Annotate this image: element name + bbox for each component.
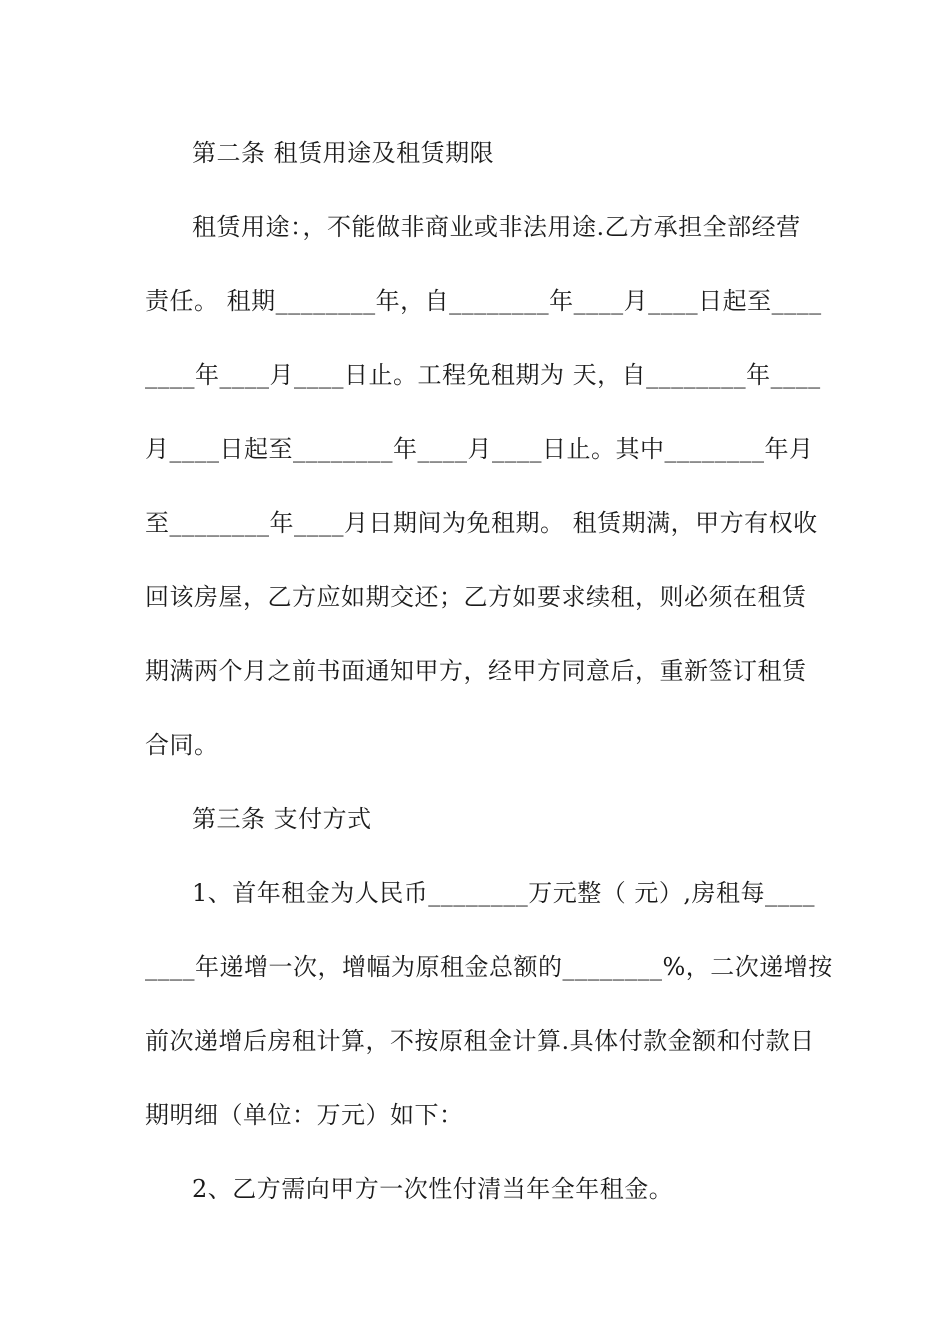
paragraph-line: 期满两个月之前书面通知甲方，经甲方同意后，重新签订租赁 [145, 657, 807, 685]
paragraph-line: 期明细（单位：万元）如下： [145, 1101, 464, 1129]
paragraph-line: ____年递增一次，增幅为原租金总额的________%，二次递增按 [145, 953, 833, 981]
paragraph-line: 2、乙方需向甲方一次性付清当年全年租金。 [192, 1175, 674, 1203]
paragraph-line: 回该房屋，乙方应如期交还；乙方如要求续租，则必须在租赁 [145, 583, 807, 611]
paragraph-line: 1、首年租金为人民币________万元整（ 元）,房租每____ [192, 879, 816, 907]
paragraph-line: 前次递增后房租计算，不按原租金计算.具体付款金额和付款日 [145, 1027, 815, 1055]
paragraph-line: ____年____月____日止。工程免租期为 天，自________年____ [145, 361, 821, 389]
paragraph-line: 至________年____月日期间为免租期。 租赁期满，甲方有权收 [145, 509, 818, 537]
paragraph-line: 租赁用途：，不能做非商业或非法用途.乙方承担全部经营 [192, 213, 801, 241]
paragraph-line: 责任。 租期________年，自________年____月____日起至____ [145, 287, 822, 315]
paragraph-line: 月____日起至________年____月____日止。其中________年月 [145, 435, 814, 463]
paragraph-line: 合同。 [145, 731, 219, 759]
article-2-heading: 第二条 租赁用途及租赁期限 [192, 139, 495, 167]
article-3-heading: 第三条 支付方式 [192, 805, 372, 833]
